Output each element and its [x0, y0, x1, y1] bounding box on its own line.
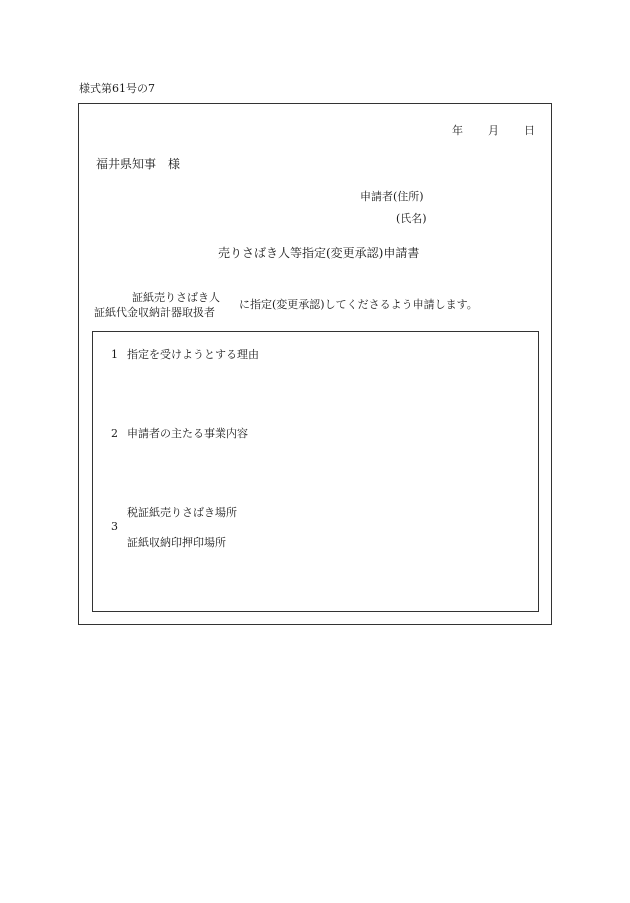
item3-number: 3	[111, 520, 118, 533]
item2-number: 2	[111, 427, 118, 440]
item1-label: 指定を受けようとする理由	[127, 348, 259, 361]
request-line-meter-handler: 証紙代金収納計器取扱者	[94, 306, 215, 319]
request-line-seller: 証紙売りさばき人	[132, 291, 220, 304]
item1-number: 1	[111, 348, 118, 361]
item3-label-tax-stamp-place: 税証紙売りさばき場所	[127, 506, 237, 519]
applicant-name-label: (氏名)	[396, 212, 427, 225]
date-day-label: 日	[524, 124, 535, 137]
document-title: 売りさばき人等指定(変更承認)申請書	[218, 246, 420, 260]
item2-label: 申請者の主たる事業内容	[127, 427, 248, 440]
date-year-label: 年	[452, 124, 463, 137]
addressee: 福井県知事 様	[96, 157, 181, 171]
date-month-label: 月	[488, 124, 499, 137]
applicant-address-label: 申請者(住所)	[360, 190, 424, 203]
request-statement: に指定(変更承認)してくださるよう申請します。	[239, 298, 478, 311]
item3-label-seal-place: 証紙収納印押印場所	[127, 536, 226, 549]
form-inner-frame	[92, 331, 539, 612]
form-number: 様式第61号の7	[79, 82, 155, 95]
